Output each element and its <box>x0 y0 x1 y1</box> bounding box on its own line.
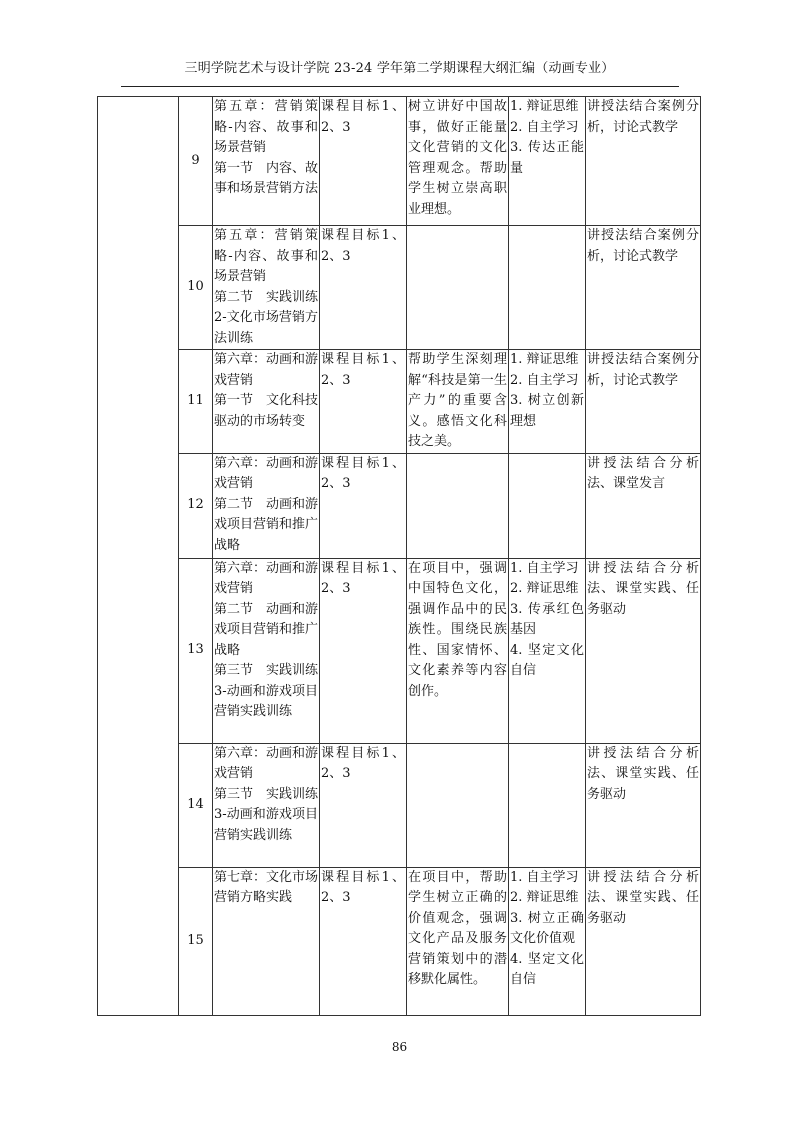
ideological-content: 树立讲好中国故事，做好正能量文化营销的文化管理观念。帮助学生树立崇高职业理想。 <box>407 97 509 226</box>
teaching-content: 第七章：文化市场营销方略实践 <box>213 867 320 1015</box>
teaching-content: 第六章：动画和游戏营销 第一节 文化科技驱动的市场转变 <box>213 350 320 454</box>
table-row <box>98 97 701 226</box>
ideological-elements <box>509 226 586 350</box>
ideological-elements: 1. 自主学习 2. 辩证思维 3. 传承红色基因 4. 坚定文化自信 <box>509 558 586 743</box>
ideological-content: 在项目中，帮助学生树立正确的价值观念，强调文化产品及服务营销策划中的潜移默化属性。 <box>407 867 509 1015</box>
table-row <box>98 226 701 350</box>
teaching-content: 第六章：动画和游戏营销 第二节 动画和游戏项目营销和推广战略 第三节 实践训练3-动画和游戏项目营销实践训练 <box>213 558 320 743</box>
course-objectives: 课程目标1、2、3 <box>320 350 407 454</box>
teaching-method: 讲授法结合案例分析，讨论式教学 <box>586 350 701 454</box>
week-number: 11 <box>179 350 213 454</box>
ideological-content: 在项目中，强调中国特色文化，强调作品中的民族性。围绕民族性、国家情怀、文化素养等内容创作。 <box>407 558 509 743</box>
ideological-content <box>407 226 509 350</box>
teaching-method: 讲授法结合分析法、课堂实践、任务驱动 <box>586 743 701 867</box>
course-objectives: 课程目标1、2、3 <box>320 867 407 1015</box>
teaching-method: 讲授法结合案例分析，讨论式教学 <box>586 226 701 350</box>
week-number: 9 <box>179 97 213 226</box>
header-divider <box>121 86 679 87</box>
course-objectives: 课程目标1、2、3 <box>320 743 407 867</box>
teaching-method: 讲授法结合分析法、课堂实践、任务驱动 <box>586 867 701 1015</box>
teaching-method: 讲授法结合分析法、课堂发言 <box>586 453 701 558</box>
teaching-method: 讲授法结合案例分析，讨论式教学 <box>586 97 701 226</box>
table-row <box>98 453 701 558</box>
course-objectives: 课程目标1、2、3 <box>320 453 407 558</box>
ideological-content <box>407 743 509 867</box>
ideological-content: 帮助学生深刻理解“科技是第一生产力”的重要含义。感悟文化科技之美。 <box>407 350 509 454</box>
syllabus-table <box>97 96 701 1016</box>
ideological-elements <box>509 743 586 867</box>
week-number: 14 <box>179 743 213 867</box>
week-number: 12 <box>179 453 213 558</box>
table-row <box>98 867 701 1015</box>
course-objectives: 课程目标1、2、3 <box>320 97 407 226</box>
ideological-elements: 1. 自主学习 2. 辩证思维 3. 树立正确文化价值观 4. 坚定文化自信 <box>509 867 586 1015</box>
page-number: 86 <box>391 1040 408 1054</box>
table-row <box>98 350 701 454</box>
page-header-title: 三明学院艺术与设计学院 23-24 学年第二学期课程大纲汇编（动画专业） <box>184 61 615 76</box>
week-number: 15 <box>179 867 213 1015</box>
table-row <box>98 558 701 743</box>
teaching-content: 第六章：动画和游戏营销 第二节 动画和游戏项目营销和推广战略 <box>213 453 320 558</box>
teaching-method: 讲授法结合分析法、课堂实践、任务驱动 <box>586 558 701 743</box>
table-row <box>98 743 701 867</box>
ideological-elements <box>509 453 586 558</box>
teaching-content: 第六章：动画和游戏营销 第三节 实践训练3-动画和游戏项目营销实践训练 <box>213 743 320 867</box>
ideological-elements: 1. 辩证思维 2. 自主学习 3. 树立创新理想 <box>509 350 586 454</box>
course-objectives: 课程目标1、2、3 <box>320 558 407 743</box>
merged-category-cell <box>98 97 179 1016</box>
ideological-content <box>407 453 509 558</box>
teaching-content: 第五章：营销策略-内容、故事和场景营销 第二节 实践训练2-文化市场营销方法训练 <box>213 226 320 350</box>
week-number: 10 <box>179 226 213 350</box>
ideological-elements: 1. 辩证思维 2. 自主学习 3. 传达正能量 <box>509 97 586 226</box>
course-objectives: 课程目标1、2、3 <box>320 226 407 350</box>
week-number: 13 <box>179 558 213 743</box>
teaching-content: 第五章：营销策略-内容、故事和场景营销 第一节 内容、故事和场景营销方法 <box>213 97 320 226</box>
